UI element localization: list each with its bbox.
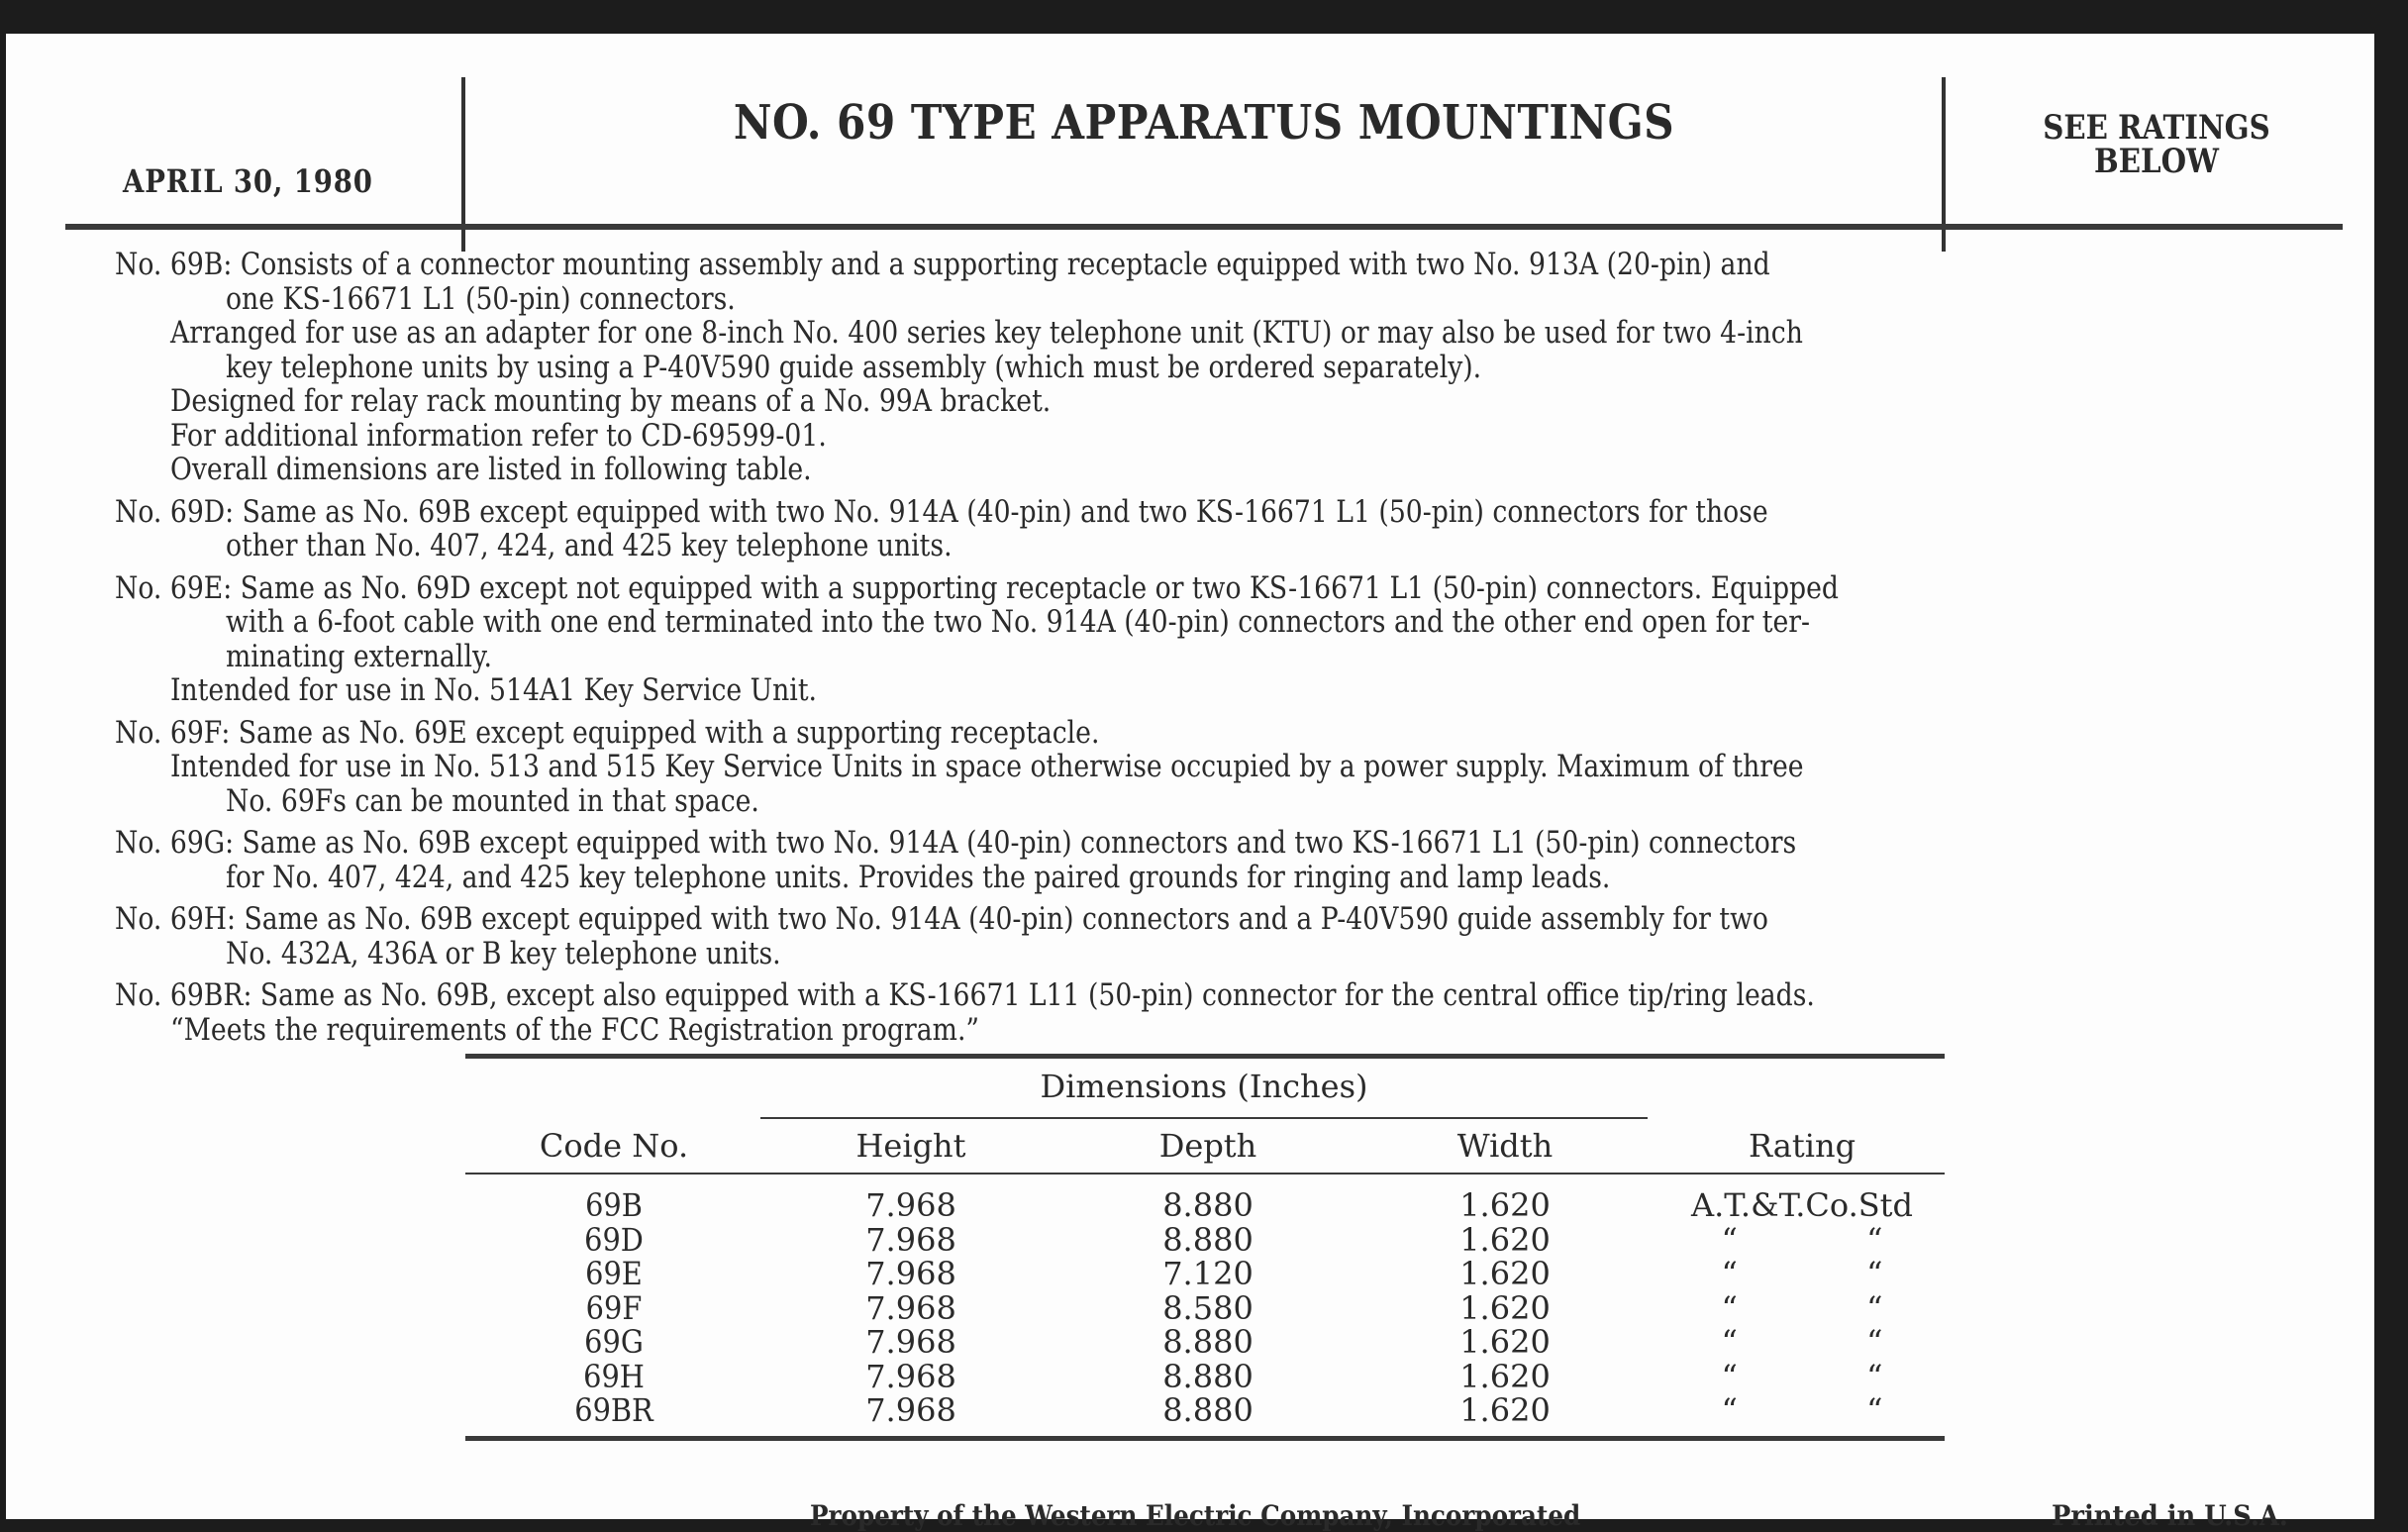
- header-rule: [65, 224, 2343, 230]
- cell-depth: 8.880: [1162, 1391, 1254, 1429]
- entry-continuation-line: with a 6-foot cable with one end terminated into the two No. 914A (40-pin) connectors and the other end open for ter-: [226, 604, 1811, 640]
- table-bottom-rule: [465, 1436, 1945, 1441]
- cell-rating: A.T.&T.Co.Std: [1690, 1186, 1913, 1224]
- cell-height: 7.968: [865, 1357, 956, 1395]
- entry-continuation-line: for No. 407, 424, and 425 key telephone units. Provides the paired grounds for ringing and lamp leads.: [226, 859, 1611, 895]
- cell-rating: “ “: [1721, 1255, 1883, 1292]
- ratings-note-line2: BELOW: [2094, 142, 2219, 181]
- dimensions-table-body: [465, 1186, 1945, 1429]
- dimensions-group-rule: [760, 1117, 1648, 1119]
- cell-width: 1.620: [1459, 1357, 1551, 1395]
- entry-note-line: No. 69Fs can be mounted in that space.: [226, 782, 759, 819]
- cell-height: 7.968: [865, 1323, 956, 1361]
- entry-note-line: Arranged for use as an adapter for one 8-inch No. 400 series key telephone unit (KTU) or may also be used for two 4-inch: [170, 315, 1803, 351]
- entry-heading-line: No. 69G: Same as No. 69B except equipped with two No. 914A (40-pin) connectors and two KS-16671 L1 (50-pin) connectors: [115, 825, 1797, 861]
- table-row: [465, 1391, 1945, 1429]
- cell-height: 7.968: [865, 1288, 956, 1327]
- cell-rating: “ “: [1721, 1391, 1883, 1429]
- entry-no-69f: [115, 716, 2299, 819]
- cell-width: 1.620: [1459, 1255, 1551, 1292]
- document-page: [6, 34, 2374, 1532]
- cell-code: 69BR: [574, 1391, 653, 1429]
- entry-heading-line: No. 69BR: Same as No. 69B, except also equipped with a KS-16671 L11 (50-pin) connector for the central office tip/ring leads.: [115, 977, 1815, 1013]
- entry-no-69br: [115, 978, 2299, 1047]
- entry-note-line: key telephone units by using a P-40V590 guide assembly (which must be ordered separately).: [226, 349, 1482, 385]
- cell-depth: 8.880: [1162, 1357, 1254, 1395]
- table-row: [465, 1220, 1945, 1259]
- cell-rating: “ “: [1721, 1220, 1883, 1259]
- table-row: [465, 1186, 1945, 1224]
- cell-depth: 8.880: [1162, 1323, 1254, 1361]
- column-header-rating: Rating: [1748, 1127, 1856, 1165]
- cell-height: 7.968: [865, 1391, 956, 1429]
- cell-width: 1.620: [1459, 1186, 1551, 1224]
- cell-height: 7.968: [865, 1186, 956, 1224]
- cell-depth: 8.580: [1162, 1288, 1254, 1327]
- entry-heading-line: No. 69F: Same as No. 69E except equipped with a supporting receptacle.: [115, 714, 1100, 751]
- cell-code: 69G: [584, 1323, 644, 1361]
- cell-code: 69H: [583, 1357, 645, 1395]
- table-top-rule: [465, 1054, 1945, 1059]
- entry-heading-line: No. 69D: Same as No. 69B except equipped with two No. 914A (40-pin) and two KS-16671 L1 (50-pin) connectors for those: [115, 493, 1768, 530]
- header-date: APRIL 30, 1980: [123, 162, 373, 200]
- cell-depth: 7.120: [1162, 1255, 1254, 1292]
- entry-note-line: Designed for relay rack mounting by means of a No. 99A bracket.: [170, 383, 1052, 419]
- entry-heading-line: No. 69E: Same as No. 69D except not equipped with a supporting receptacle or two KS-16671 L1 (50-pin) connectors. Equipped: [115, 569, 1839, 606]
- cell-depth: 8.880: [1162, 1220, 1254, 1259]
- ratings-note-line1: SEE RATINGS: [2043, 108, 2270, 148]
- cell-width: 1.620: [1459, 1391, 1551, 1429]
- cell-width: 1.620: [1459, 1288, 1551, 1327]
- entry-heading-line: No. 69B: Consists of a connector mounting assembly and a supporting receptacle equipped with two No. 913A (20-pin) and: [115, 247, 1770, 282]
- table-header-rule: [465, 1173, 1945, 1175]
- column-header-width: Width: [1456, 1127, 1554, 1165]
- column-header-code-no: Code No.: [539, 1127, 689, 1165]
- entry-continuation-line: one KS-16671 L1 (50-pin) connectors.: [226, 280, 736, 317]
- entries-list: [115, 248, 2299, 1055]
- column-header-height: Height: [855, 1127, 966, 1165]
- entry-note-line: “Meets the requirements of the FCC Registration program.”: [170, 1011, 980, 1048]
- cell-rating: “ “: [1721, 1288, 1883, 1327]
- entry-note-line: Overall dimensions are listed in following table.: [170, 452, 812, 487]
- cell-height: 7.968: [865, 1220, 956, 1259]
- entry-heading-line: No. 69H: Same as No. 69B except equipped with two No. 914A (40-pin) connectors and a P-40V590 guide assembly for two: [115, 901, 1768, 937]
- column-header-depth: Depth: [1158, 1127, 1257, 1165]
- cell-code: 69B: [585, 1186, 643, 1224]
- entry-no-69h: [115, 902, 2299, 970]
- cell-height: 7.968: [865, 1255, 956, 1292]
- cell-width: 1.620: [1459, 1220, 1551, 1259]
- cell-width: 1.620: [1459, 1323, 1551, 1361]
- entry-note-line: Intended for use in No. 514A1 Key Service Unit.: [170, 672, 818, 708]
- table-row: [465, 1255, 1945, 1292]
- table-row: [465, 1323, 1945, 1361]
- cell-rating: “ “: [1721, 1323, 1883, 1361]
- entry-continuation-line: minating externally.: [226, 638, 492, 674]
- entry-note-line: For additional information refer to CD-69599-01.: [170, 417, 827, 454]
- table-row: [465, 1357, 1945, 1395]
- ratings-note: [1976, 108, 2338, 181]
- entry-no-69g: [115, 826, 2299, 894]
- table-row: [465, 1288, 1945, 1327]
- entry-continuation-line: other than No. 407, 424, and 425 key telephone units.: [226, 528, 953, 563]
- cell-code: 69F: [585, 1288, 643, 1327]
- cell-code: 69D: [584, 1220, 644, 1259]
- entry-no-69d: [115, 495, 2299, 563]
- dimensions-group-header: Dimensions (Inches): [1040, 1068, 1368, 1105]
- cell-code: 69E: [585, 1255, 643, 1292]
- entry-no-69b: [115, 248, 2299, 487]
- footer-property: Property of the Western Electric Company, Incorporated: [810, 1499, 1581, 1532]
- entry-no-69e: [115, 571, 2299, 708]
- entry-continuation-line: No. 432A, 436A or B key telephone units.: [226, 935, 781, 971]
- table-header-row: [465, 1127, 1945, 1167]
- entry-note-line: Intended for use in No. 513 and 515 Key Service Units in space otherwise occupied by a power supply. Maximum of three: [170, 749, 1804, 784]
- cell-rating: “ “: [1721, 1357, 1883, 1395]
- footer-printed: Printed in U.S.A.: [2052, 1499, 2288, 1532]
- page-title: NO. 69 TYPE APPARATUS MOUNTINGS: [733, 95, 1675, 151]
- cell-depth: 8.880: [1162, 1186, 1254, 1224]
